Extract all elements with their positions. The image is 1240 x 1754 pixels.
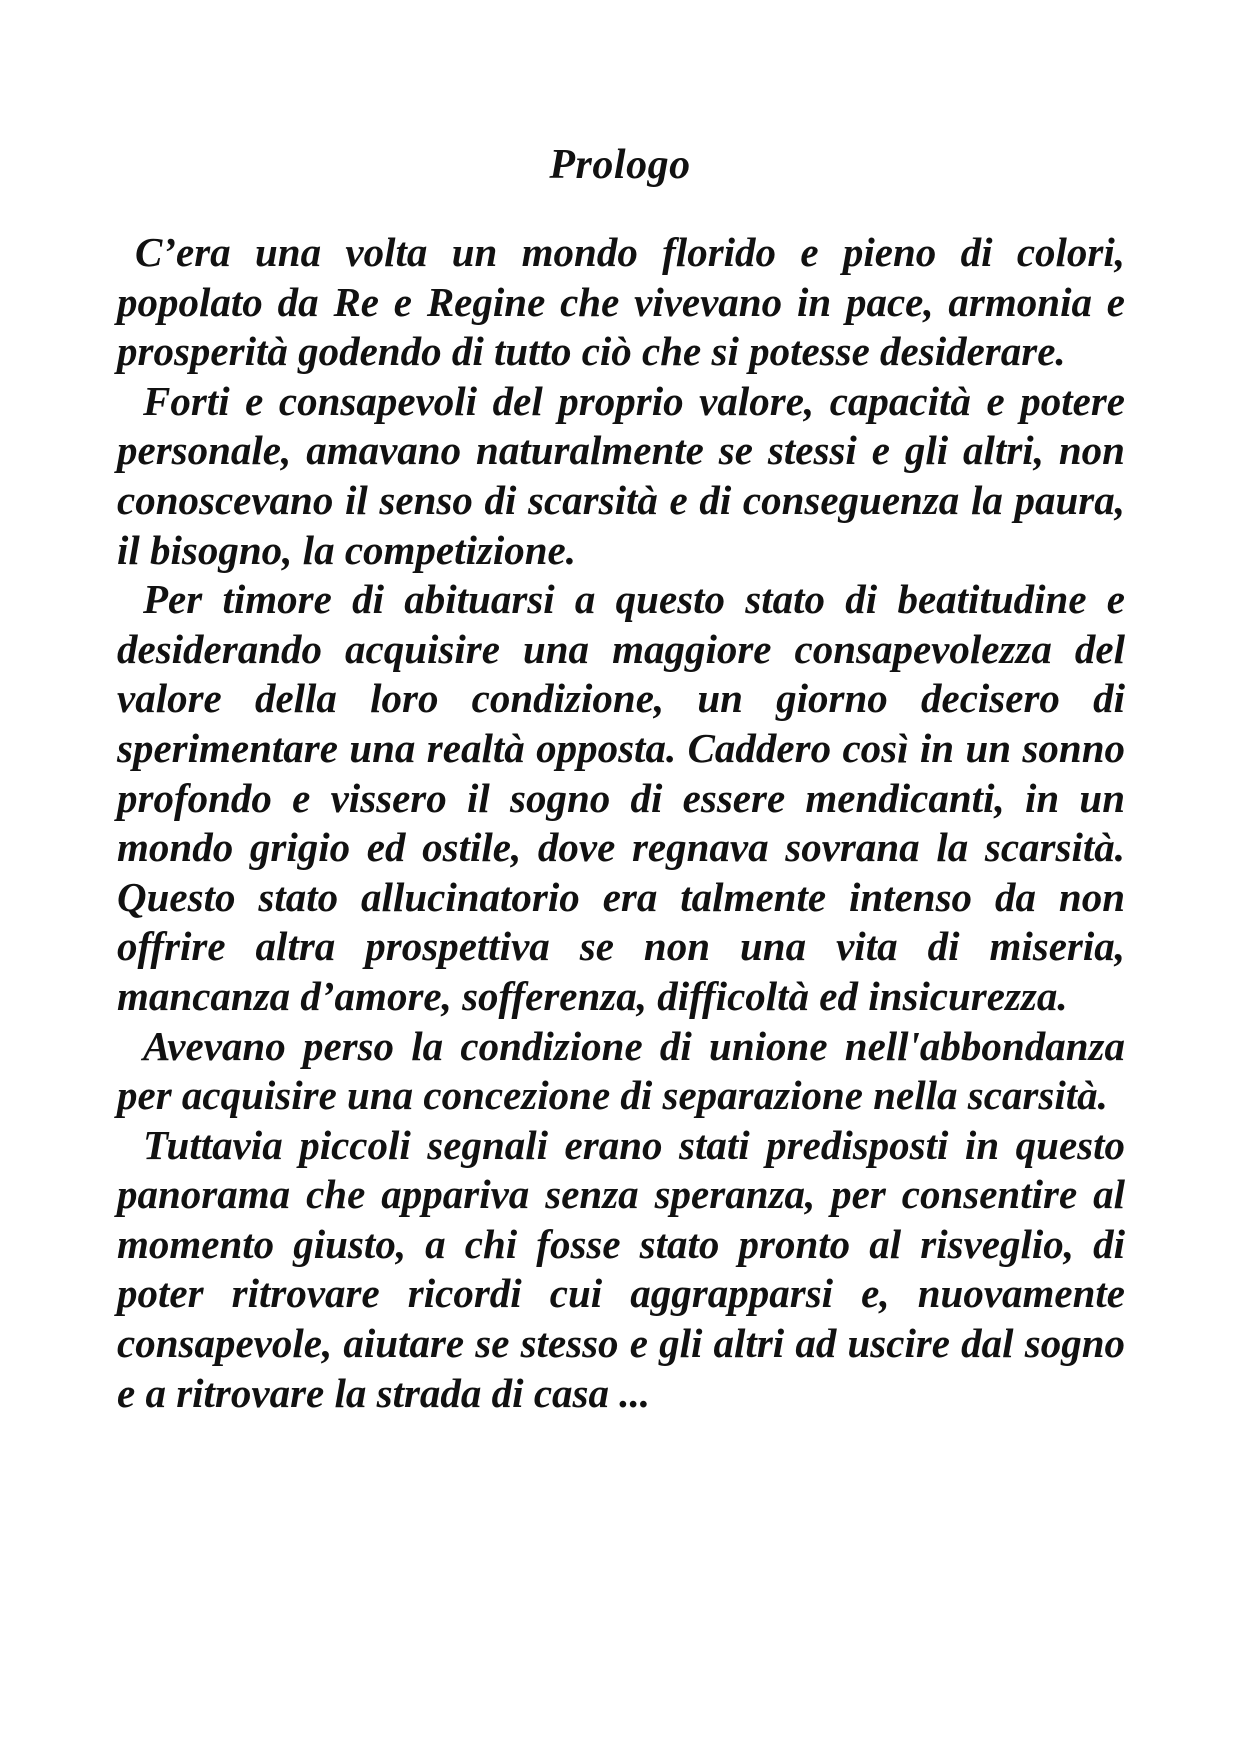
page-title: Prologo	[549, 142, 691, 188]
paragraph-4: Avevano perso la condizione di unione nell'abbondanza per acquisire una concezione di separazione nella scarsità.	[117, 1022, 1125, 1119]
paragraph-1: C’era una volta un mondo florido e pieno di colori, popolato da Re e Regine che vivevano in pace, armonia e prosperità godendo di tutto ciò che si potesse desiderare.	[117, 229, 1125, 375]
paragraph-5: Tuttavia piccoli segnali erano stati predisposti in questo panorama che appariva senza speranza, per consentire al momento giusto, a chi fosse stato pronto al risveglio, di poter ritrovare ricordi cui aggrapparsi e, nuovamente consapevole, aiutare se stesso e gli altri ad uscire dal sogno e a ritrovare la strada di casa ...	[117, 1121, 1125, 1416]
paragraph-2: Forti e consapevoli del proprio valore, capacità e potere personale, amavano naturalmente se stessi e gli altri, non conoscevano il senso di scarsità e di conseguenza la paura, il bisogno, la competizione.	[117, 377, 1125, 573]
prologue-body	[117, 228, 1125, 1418]
paragraph-3: Per timore di abituarsi a questo stato di beatitudine e desiderando acquisire una maggiore consapevolezza del valore della loro condizione, un giorno decisero di sperimentare una realtà opposta. Caddero così in un sonno profondo e vissero il sogno di essere mendicanti, in un mondo grigio ed ostile, dove regnava sovrana la scarsità. Questo stato allucinatorio era talmente intenso da non offrire altra prospettiva se non una vita di miseria, mancanza d’amore, sofferenza, difficoltà ed insicurezza.	[117, 576, 1125, 1019]
